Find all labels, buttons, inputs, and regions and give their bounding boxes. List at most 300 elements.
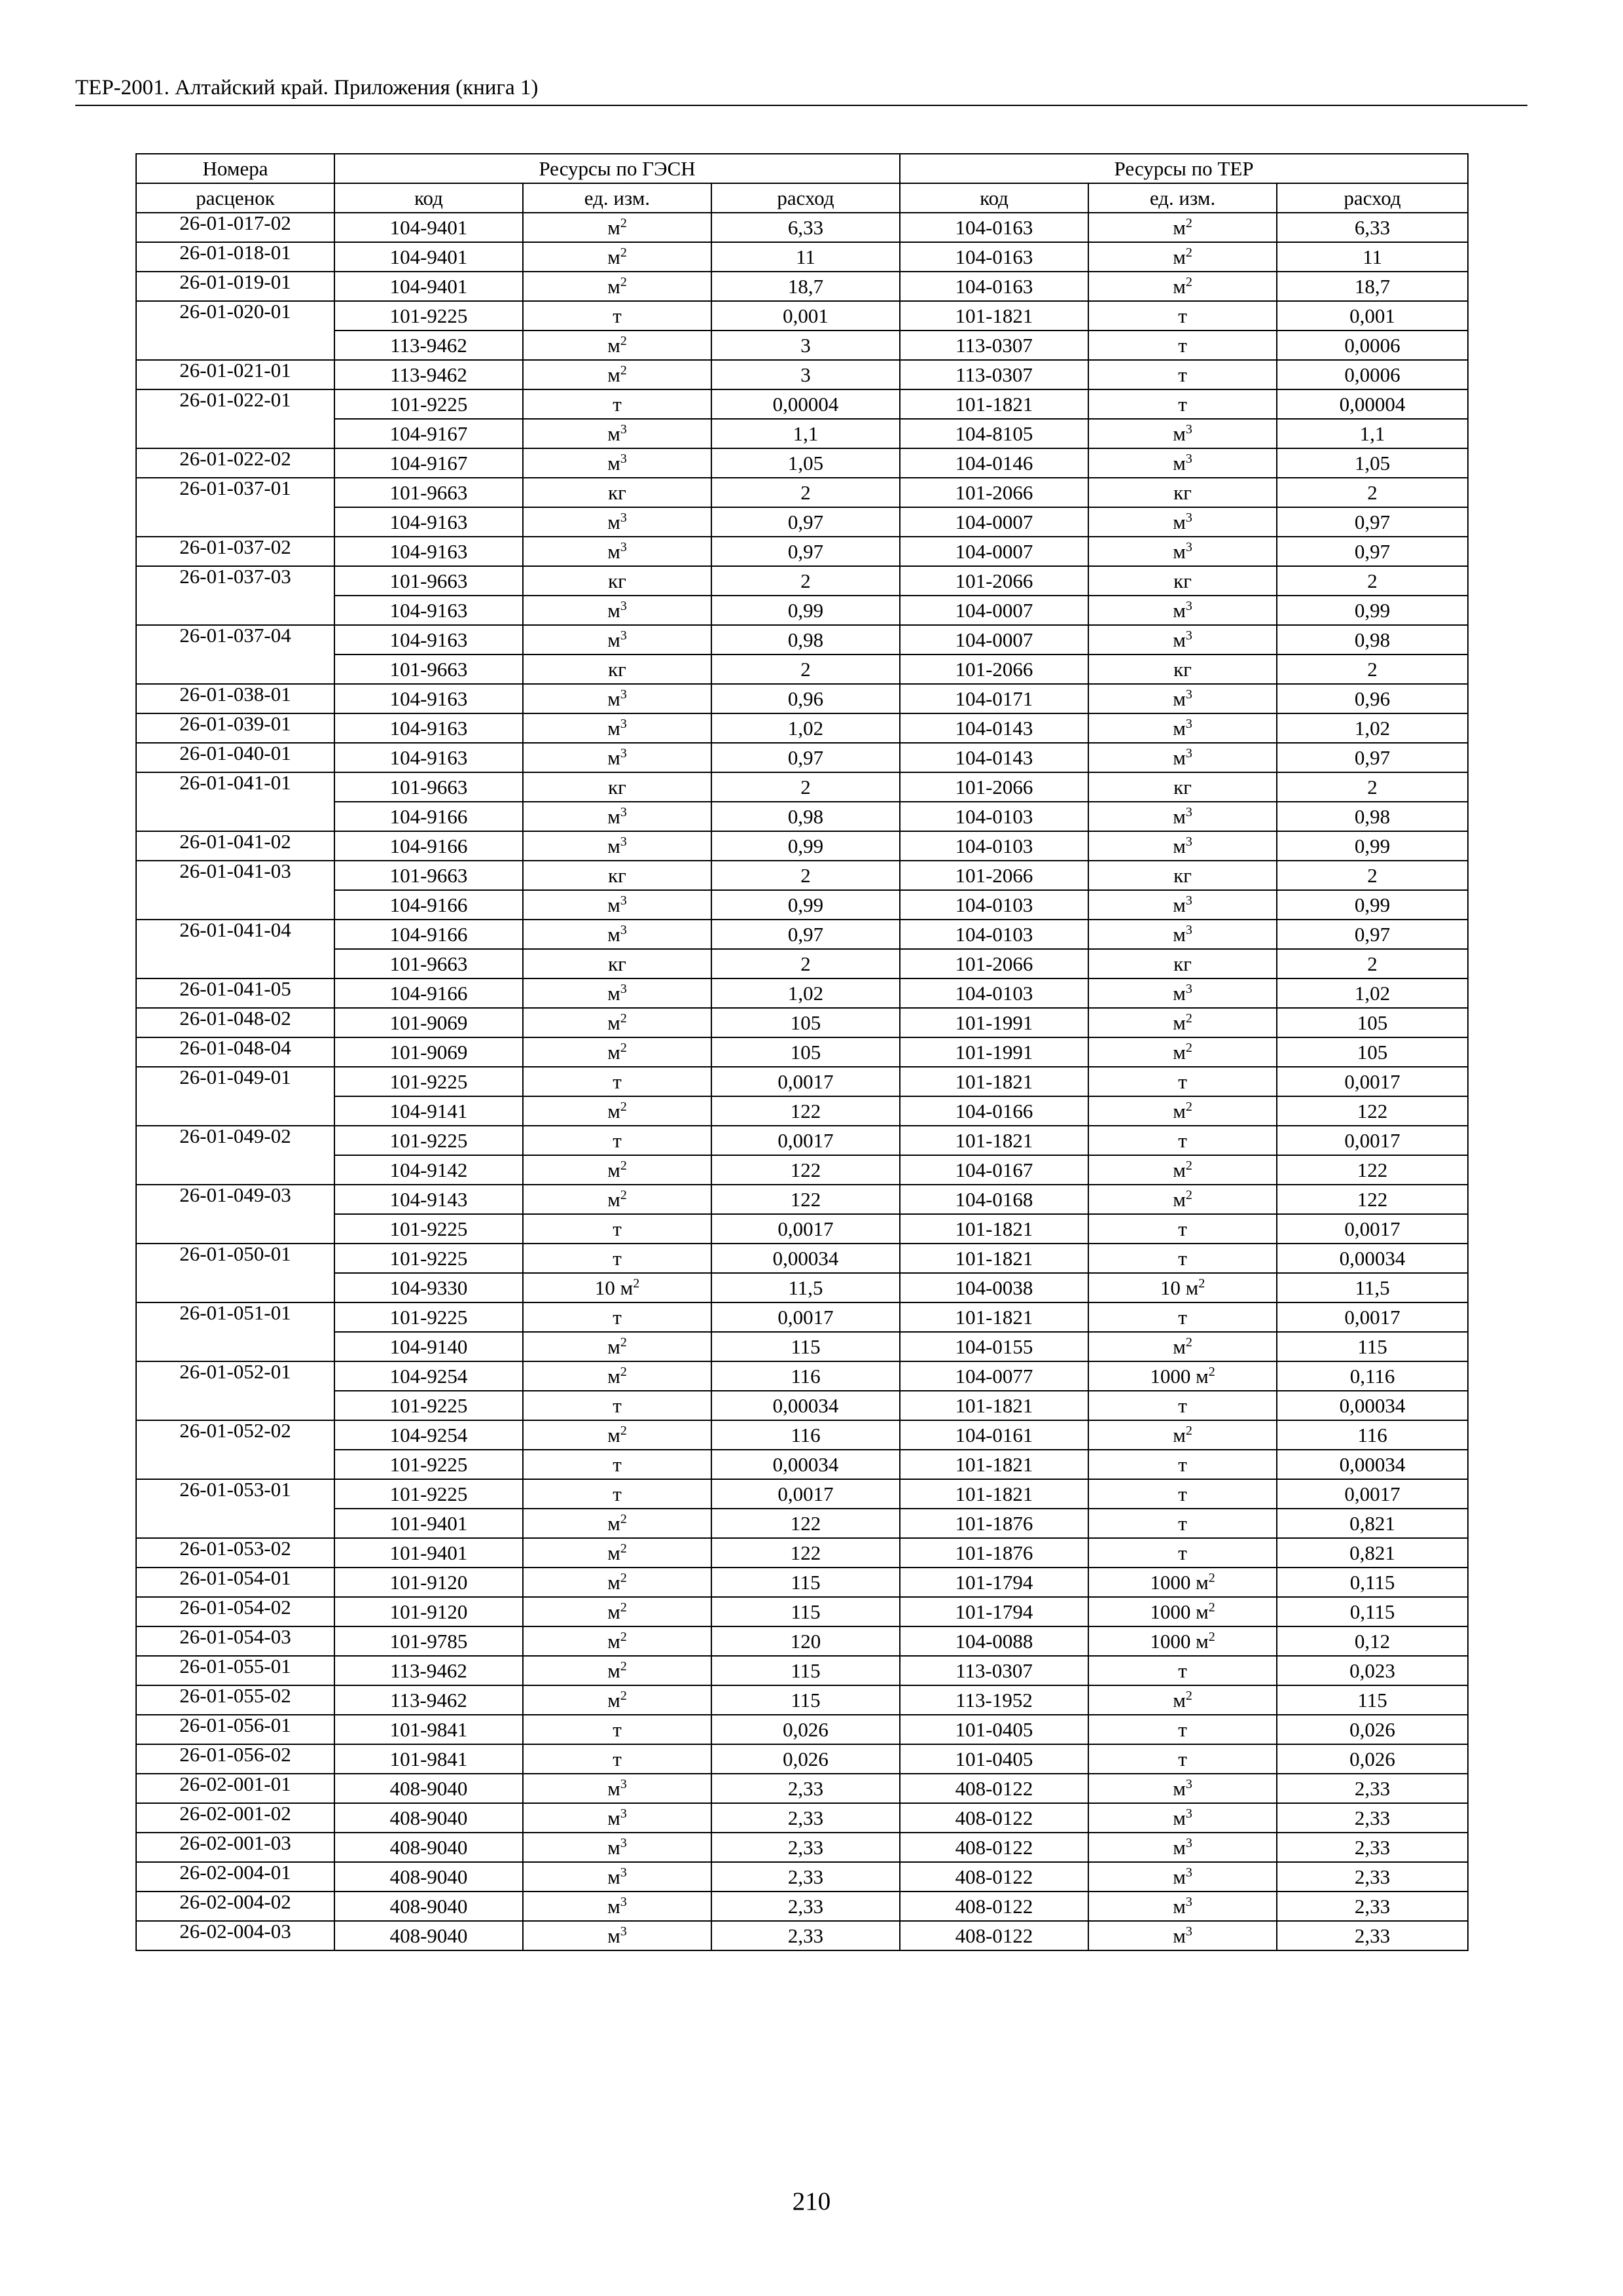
ter-code-cell: 101-1821 [900,1450,1088,1479]
ter-unit-cell [1088,1626,1277,1656]
table-row [136,1391,1468,1420]
page-header-title: ТЕР-2001. Алтайский край. Приложения (книга 1) [75,76,539,99]
unit-base: м [1173,922,1186,946]
ter-code-cell: 113-0307 [900,360,1088,389]
gesn-unit-cell [523,1744,711,1774]
ter-unit-cell [1088,1361,1277,1391]
ter-unit-cell [1088,1509,1277,1538]
ter-qty-cell: 0,97 [1277,507,1468,537]
gesn-qty-cell: 0,00034 [711,1244,900,1273]
ter-qty-cell: 0,12 [1277,1626,1468,1656]
ter-qty-cell: 2 [1277,566,1468,596]
unit-exponent: 2 [1185,1040,1192,1055]
gesn-qty-cell: 116 [711,1420,900,1450]
ter-unit-cell [1088,1420,1277,1450]
gesn-code-cell: 104-9166 [334,831,523,861]
unit-base: м [607,1600,620,1623]
unit-base: м [607,1423,620,1446]
ter-qty-cell: 116 [1277,1420,1468,1450]
ter-code-cell: 104-0143 [900,713,1088,743]
gesn-unit-cell [523,360,711,389]
ter-code-cell: 101-1821 [900,389,1088,419]
unit-exponent: 2 [620,1099,627,1114]
unit-base: кг [1173,863,1192,887]
table-row [136,1892,1468,1921]
ter-unit-cell [1088,1302,1277,1332]
unit-exponent: 2 [620,1570,627,1585]
ter-unit-cell [1088,1568,1277,1597]
gesn-unit-cell [523,655,711,684]
unit-base: м [607,893,620,916]
header-row-2 [136,183,1468,213]
unit-base: м [1173,1040,1186,1064]
rate-number-cell: 26-01-041-01 [136,772,334,802]
gesn-code-cell: 408-9040 [334,1774,523,1803]
gesn-unit-cell [523,272,711,301]
unit-base: м [607,1894,620,1918]
gesn-code-cell: 101-9225 [334,1244,523,1273]
ter-qty-cell: 105 [1277,1037,1468,1067]
unit-base: м [607,1511,620,1535]
table-row [136,213,1468,242]
table-row [136,1803,1468,1833]
gesn-code-cell: 101-9069 [334,1037,523,1067]
gesn-qty-cell: 3 [711,360,900,389]
rate-number-cell: 26-01-050-01 [136,1244,334,1273]
unit-exponent: 3 [620,834,627,849]
unit-base: м [607,1865,620,1888]
unit-exponent: 2 [620,245,627,260]
unit-base: м [1173,981,1186,1005]
unit-base: т [613,1128,622,1152]
ter-unit-cell [1088,1450,1277,1479]
unit-base: м [607,1158,620,1181]
unit-base: м [607,745,620,769]
gesn-qty-cell: 2 [711,655,900,684]
gesn-unit-cell [523,1479,711,1509]
gesn-qty-cell: 122 [711,1185,900,1214]
unit-exponent: 2 [620,1011,627,1026]
ter-qty-cell: 0,0006 [1277,360,1468,389]
rate-number-cell [136,1509,334,1538]
gesn-unit-cell [523,1302,711,1332]
unit-exponent: 3 [620,510,627,525]
gesn-code-cell: 113-9462 [334,1685,523,1715]
gesn-qty-cell: 0,00004 [711,389,900,419]
gesn-code-cell: 104-9163 [334,625,523,655]
gesn-qty-cell: 2 [711,949,900,978]
rate-number-cell: 26-01-055-02 [136,1685,334,1715]
gesn-qty-cell: 11,5 [711,1273,900,1302]
ter-unit-cell [1088,1008,1277,1037]
unit-exponent: 3 [620,716,627,731]
gesn-code-cell: 104-9254 [334,1361,523,1391]
ter-unit-cell [1088,949,1277,978]
rate-numbers-subheader: расценок [136,183,334,213]
ter-unit-cell [1088,684,1277,713]
unit-base: т [1178,1482,1187,1505]
gesn-code-cell: 101-9225 [334,1479,523,1509]
gesn-qty-cell: 0,98 [711,625,900,655]
unit-base: м [1173,274,1186,298]
gesn-code-cell: 104-9401 [334,242,523,272]
unit-base: м [607,1776,620,1800]
gesn-code-cell: 101-9225 [334,1214,523,1244]
ter-qty-cell: 2,33 [1277,1774,1468,1803]
ter-qty-cell: 18,7 [1277,272,1468,301]
gesn-code-cell: 104-9166 [334,920,523,949]
gesn-code-cell: 101-9225 [334,1302,523,1332]
table-row [136,537,1468,566]
rate-number-cell: 26-01-041-02 [136,831,334,861]
gesn-unit-cell [523,1509,711,1538]
ter-qty-cell: 2 [1277,861,1468,890]
ter-qty-cell: 0,99 [1277,831,1468,861]
rate-number-cell: 26-01-021-01 [136,360,334,389]
unit-exponent: 2 [1185,1688,1192,1703]
rate-number-cell: 26-01-041-03 [136,861,334,890]
ter-qty-cell: 0,98 [1277,802,1468,831]
unit-exponent: 3 [1185,922,1192,937]
table-row [136,478,1468,507]
gesn-unit-cell [523,1332,711,1361]
rate-number-cell [136,1332,334,1361]
gesn-code-cell: 101-9225 [334,389,523,419]
unit-exponent: 3 [620,539,627,554]
unit-exponent: 3 [1185,981,1192,996]
rate-number-cell: 26-01-041-05 [136,978,334,1008]
ter-code-cell: 104-0103 [900,802,1088,831]
gesn-unit-cell [523,331,711,360]
ter-unit-cell [1088,301,1277,331]
ter-unit-cell [1088,831,1277,861]
ter-qty-cell: 2,33 [1277,1921,1468,1950]
ter-unit-cell [1088,713,1277,743]
unit-base: м [1173,1688,1186,1712]
unit-exponent: 3 [620,922,627,937]
ter-qty-cell: 2,33 [1277,1862,1468,1892]
ter-unit-cell [1088,478,1277,507]
unit-base: м [1173,1187,1186,1211]
rate-number-cell: 26-01-038-01 [136,684,334,713]
gesn-code-cell: 101-9069 [334,1008,523,1037]
rate-number-cell: 26-01-022-02 [136,448,334,478]
unit-base: м [1173,1099,1186,1122]
unit-exponent: 2 [1185,1335,1192,1350]
ter-qty-cell: 122 [1277,1155,1468,1185]
unit-base: м [607,687,620,710]
ter-code-cell: 104-0103 [900,890,1088,920]
gesn-code-cell: 101-9225 [334,1126,523,1155]
gesn-unit-cell [523,1391,711,1420]
gesn-code-cell: 101-9225 [334,1391,523,1420]
table-row [136,1568,1468,1597]
ter-code-cell: 101-1821 [900,1214,1088,1244]
rate-number-cell: 26-01-017-02 [136,213,334,242]
unit-exponent: 3 [620,1924,627,1939]
unit-exponent: 2 [1185,215,1192,230]
unit-base: м [607,451,620,475]
unit-base: 1000 м [1150,1600,1209,1623]
gesn-unit-cell [523,1715,711,1744]
gesn-qty-cell: 0,97 [711,920,900,949]
gesn-code-cell: 408-9040 [334,1833,523,1862]
ter-code-cell: 104-0077 [900,1361,1088,1391]
unit-base: м [1173,745,1186,769]
gesn-code-cell: 104-9163 [334,684,523,713]
unit-exponent: 3 [1185,451,1192,466]
ter-qty-cell: 0,99 [1277,890,1468,920]
unit-exponent: 2 [1208,1364,1215,1379]
table-row [136,1626,1468,1656]
unit-base: м [607,1187,620,1211]
ter-qty-cell: 0,97 [1277,537,1468,566]
unit-base: м [1173,687,1186,710]
unit-base: м [607,1335,620,1358]
table-row [136,713,1468,743]
ter-qty-cell: 0,0017 [1277,1479,1468,1509]
gesn-unit-cell [523,566,711,596]
unit-base: м [607,716,620,740]
ter-unit-cell [1088,507,1277,537]
unit-base: т [1178,1305,1187,1329]
gesn-unit-cell [523,213,711,242]
gesn-qty-cell: 0,001 [711,301,900,331]
unit-base: т [1178,1717,1187,1741]
rate-number-cell [136,507,334,537]
ter-code-cell: 104-0007 [900,537,1088,566]
gesn-qty-cell: 0,0017 [711,1302,900,1332]
unit-exponent: 3 [1185,804,1192,819]
unit-base: м [1173,893,1186,916]
ter-qty-cell: 2 [1277,949,1468,978]
ter-code-cell: 101-2066 [900,655,1088,684]
gesn-unit-cell [523,1420,711,1450]
ter-qty-cell: 1,02 [1277,713,1468,743]
ter-unit-cell [1088,566,1277,596]
rate-number-cell [136,1391,334,1420]
gesn-qty-cell: 3 [711,331,900,360]
ter-qty-cell: 1,1 [1277,419,1468,448]
rate-number-cell: 26-01-018-01 [136,242,334,272]
unit-exponent: 3 [620,1865,627,1880]
rate-number-cell: 26-01-052-01 [136,1361,334,1391]
unit-base: кг [1173,480,1192,504]
unit-exponent: 2 [1185,1423,1192,1438]
unit-base: т [613,1452,622,1476]
ter-unit-cell [1088,861,1277,890]
gesn-unit-cell [523,1833,711,1862]
rate-number-cell: 26-01-049-03 [136,1185,334,1214]
gesn-code-cell: 104-9142 [334,1155,523,1185]
ter-unit-cell [1088,537,1277,566]
table-row [136,1833,1468,1862]
gesn-code-cell: 101-9841 [334,1715,523,1744]
gesn-code-cell: 113-9462 [334,331,523,360]
gesn-unit-cell [523,743,711,772]
ter-qty-cell: 11,5 [1277,1273,1468,1302]
table-row [136,1538,1468,1568]
gesn-code-cell: 101-9785 [334,1626,523,1656]
unit-exponent: 3 [620,451,627,466]
unit-base: т [1178,1217,1187,1240]
ter-qty-cell: 6,33 [1277,213,1468,242]
gesn-code-cell: 104-9143 [334,1185,523,1214]
ter-unit-cell [1088,978,1277,1008]
gesn-code-cell: 101-9663 [334,655,523,684]
rate-number-cell [136,1273,334,1302]
table-row [136,1715,1468,1744]
table-row [136,802,1468,831]
gesn-unit-cell [523,1774,711,1803]
ter-qty-cell: 0,00034 [1277,1450,1468,1479]
gesn-unit-cell [523,419,711,448]
gesn-unit-cell [523,1037,711,1067]
unit-base: м [607,1541,620,1564]
gesn-qty-cell: 2,33 [711,1833,900,1862]
ter-code-cell: 101-1794 [900,1597,1088,1626]
rate-number-cell: 26-01-037-03 [136,566,334,596]
gesn-unit-cell [523,713,711,743]
rate-number-cell: 26-01-053-01 [136,1479,334,1509]
gesn-unit-cell [523,1273,711,1302]
unit-base: м [607,539,620,563]
rate-number-cell [136,655,334,684]
gesn-qty-header: расход [711,183,900,213]
rate-number-cell: 26-01-053-02 [136,1538,334,1568]
ter-qty-cell: 0,0017 [1277,1214,1468,1244]
unit-base: м [1173,598,1186,622]
unit-base: т [613,1393,622,1417]
rate-number-cell: 26-01-049-02 [136,1126,334,1155]
gesn-unit-cell [523,1597,711,1626]
gesn-code-cell: 101-9401 [334,1509,523,1538]
gesn-unit-cell [523,1126,711,1155]
gesn-unit-cell [523,1685,711,1715]
ter-unit-header: ед. изм. [1088,183,1277,213]
ter-code-cell: 101-2066 [900,566,1088,596]
unit-base: м [607,1924,620,1947]
unit-base: м [1173,539,1186,563]
table-row [136,331,1468,360]
unit-base: кг [608,775,626,798]
unit-base: м [607,834,620,857]
unit-exponent: 3 [1185,1924,1192,1939]
gesn-unit-cell [523,1155,711,1185]
gesn-qty-cell: 0,99 [711,831,900,861]
gesn-code-cell: 101-9120 [334,1568,523,1597]
gesn-qty-cell: 115 [711,1656,900,1685]
unit-exponent: 2 [620,363,627,378]
unit-exponent: 2 [620,1158,627,1173]
gesn-qty-cell: 2 [711,566,900,596]
ter-code-cell: 101-1876 [900,1538,1088,1568]
gesn-qty-cell: 0,97 [711,743,900,772]
ter-code-header: код [900,183,1088,213]
gesn-code-cell: 101-9663 [334,861,523,890]
ter-unit-cell [1088,1214,1277,1244]
table-row [136,1420,1468,1450]
gesn-unit-cell [523,242,711,272]
ter-unit-cell [1088,448,1277,478]
ter-code-cell: 408-0122 [900,1921,1088,1950]
gesn-qty-cell: 115 [711,1568,900,1597]
table-row [136,1744,1468,1774]
ter-unit-cell [1088,1067,1277,1096]
ter-code-cell: 104-0166 [900,1096,1088,1126]
gesn-unit-cell [523,949,711,978]
table-row [136,861,1468,890]
unit-exponent: 2 [620,1629,627,1644]
ter-unit-cell [1088,1862,1277,1892]
table-row [136,831,1468,861]
unit-base: м [607,804,620,828]
table-row [136,242,1468,272]
unit-base: м [607,1570,620,1594]
gesn-qty-cell: 0,00034 [711,1391,900,1420]
table-row [136,1862,1468,1892]
gesn-unit-header: ед. изм. [523,183,711,213]
gesn-code-header: код [334,183,523,213]
ter-code-cell: 408-0122 [900,1833,1088,1862]
unit-exponent: 3 [620,687,627,702]
ter-code-cell: 104-0155 [900,1332,1088,1361]
unit-base: м [607,598,620,622]
unit-exponent: 2 [1208,1600,1215,1615]
gesn-unit-cell [523,802,711,831]
rate-number-cell: 26-01-048-04 [136,1037,334,1067]
ter-code-cell: 113-0307 [900,1656,1088,1685]
ter-code-cell: 101-2066 [900,949,1088,978]
gesn-qty-cell: 115 [711,1597,900,1626]
rate-numbers-header: Номера [136,154,334,183]
table-row [136,1244,1468,1273]
ter-qty-cell: 0,97 [1277,743,1468,772]
gesn-unit-cell [523,1450,711,1479]
ter-unit-cell [1088,1656,1277,1685]
table-row [136,1214,1468,1244]
unit-base: т [1178,1747,1187,1770]
rate-number-cell [136,949,334,978]
ter-code-cell: 113-0307 [900,331,1088,360]
unit-base: т [1178,1452,1187,1476]
ter-qty-cell: 115 [1277,1332,1468,1361]
ter-qty-cell: 0,0006 [1277,331,1468,360]
gesn-code-cell: 104-9163 [334,507,523,537]
unit-base: т [1178,1659,1187,1682]
ter-code-cell: 104-0038 [900,1273,1088,1302]
unit-exponent: 2 [620,1511,627,1526]
ter-qty-cell: 11 [1277,242,1468,272]
gesn-qty-cell: 122 [711,1096,900,1126]
unit-exponent: 2 [1185,274,1192,289]
rate-number-cell: 26-01-051-01 [136,1302,334,1332]
ter-unit-cell [1088,1538,1277,1568]
rate-number-cell: 26-01-055-01 [136,1656,334,1685]
gesn-code-cell: 113-9462 [334,360,523,389]
unit-exponent: 3 [620,1894,627,1909]
gesn-qty-cell: 105 [711,1008,900,1037]
table-row [136,1774,1468,1803]
table-row [136,1037,1468,1067]
unit-base: м [607,1688,620,1712]
gesn-unit-cell [523,596,711,625]
unit-base: кг [1173,569,1192,592]
gesn-qty-cell: 1,1 [711,419,900,448]
gesn-unit-cell [523,920,711,949]
gesn-qty-cell: 115 [711,1685,900,1715]
unit-exponent: 3 [1185,598,1192,613]
